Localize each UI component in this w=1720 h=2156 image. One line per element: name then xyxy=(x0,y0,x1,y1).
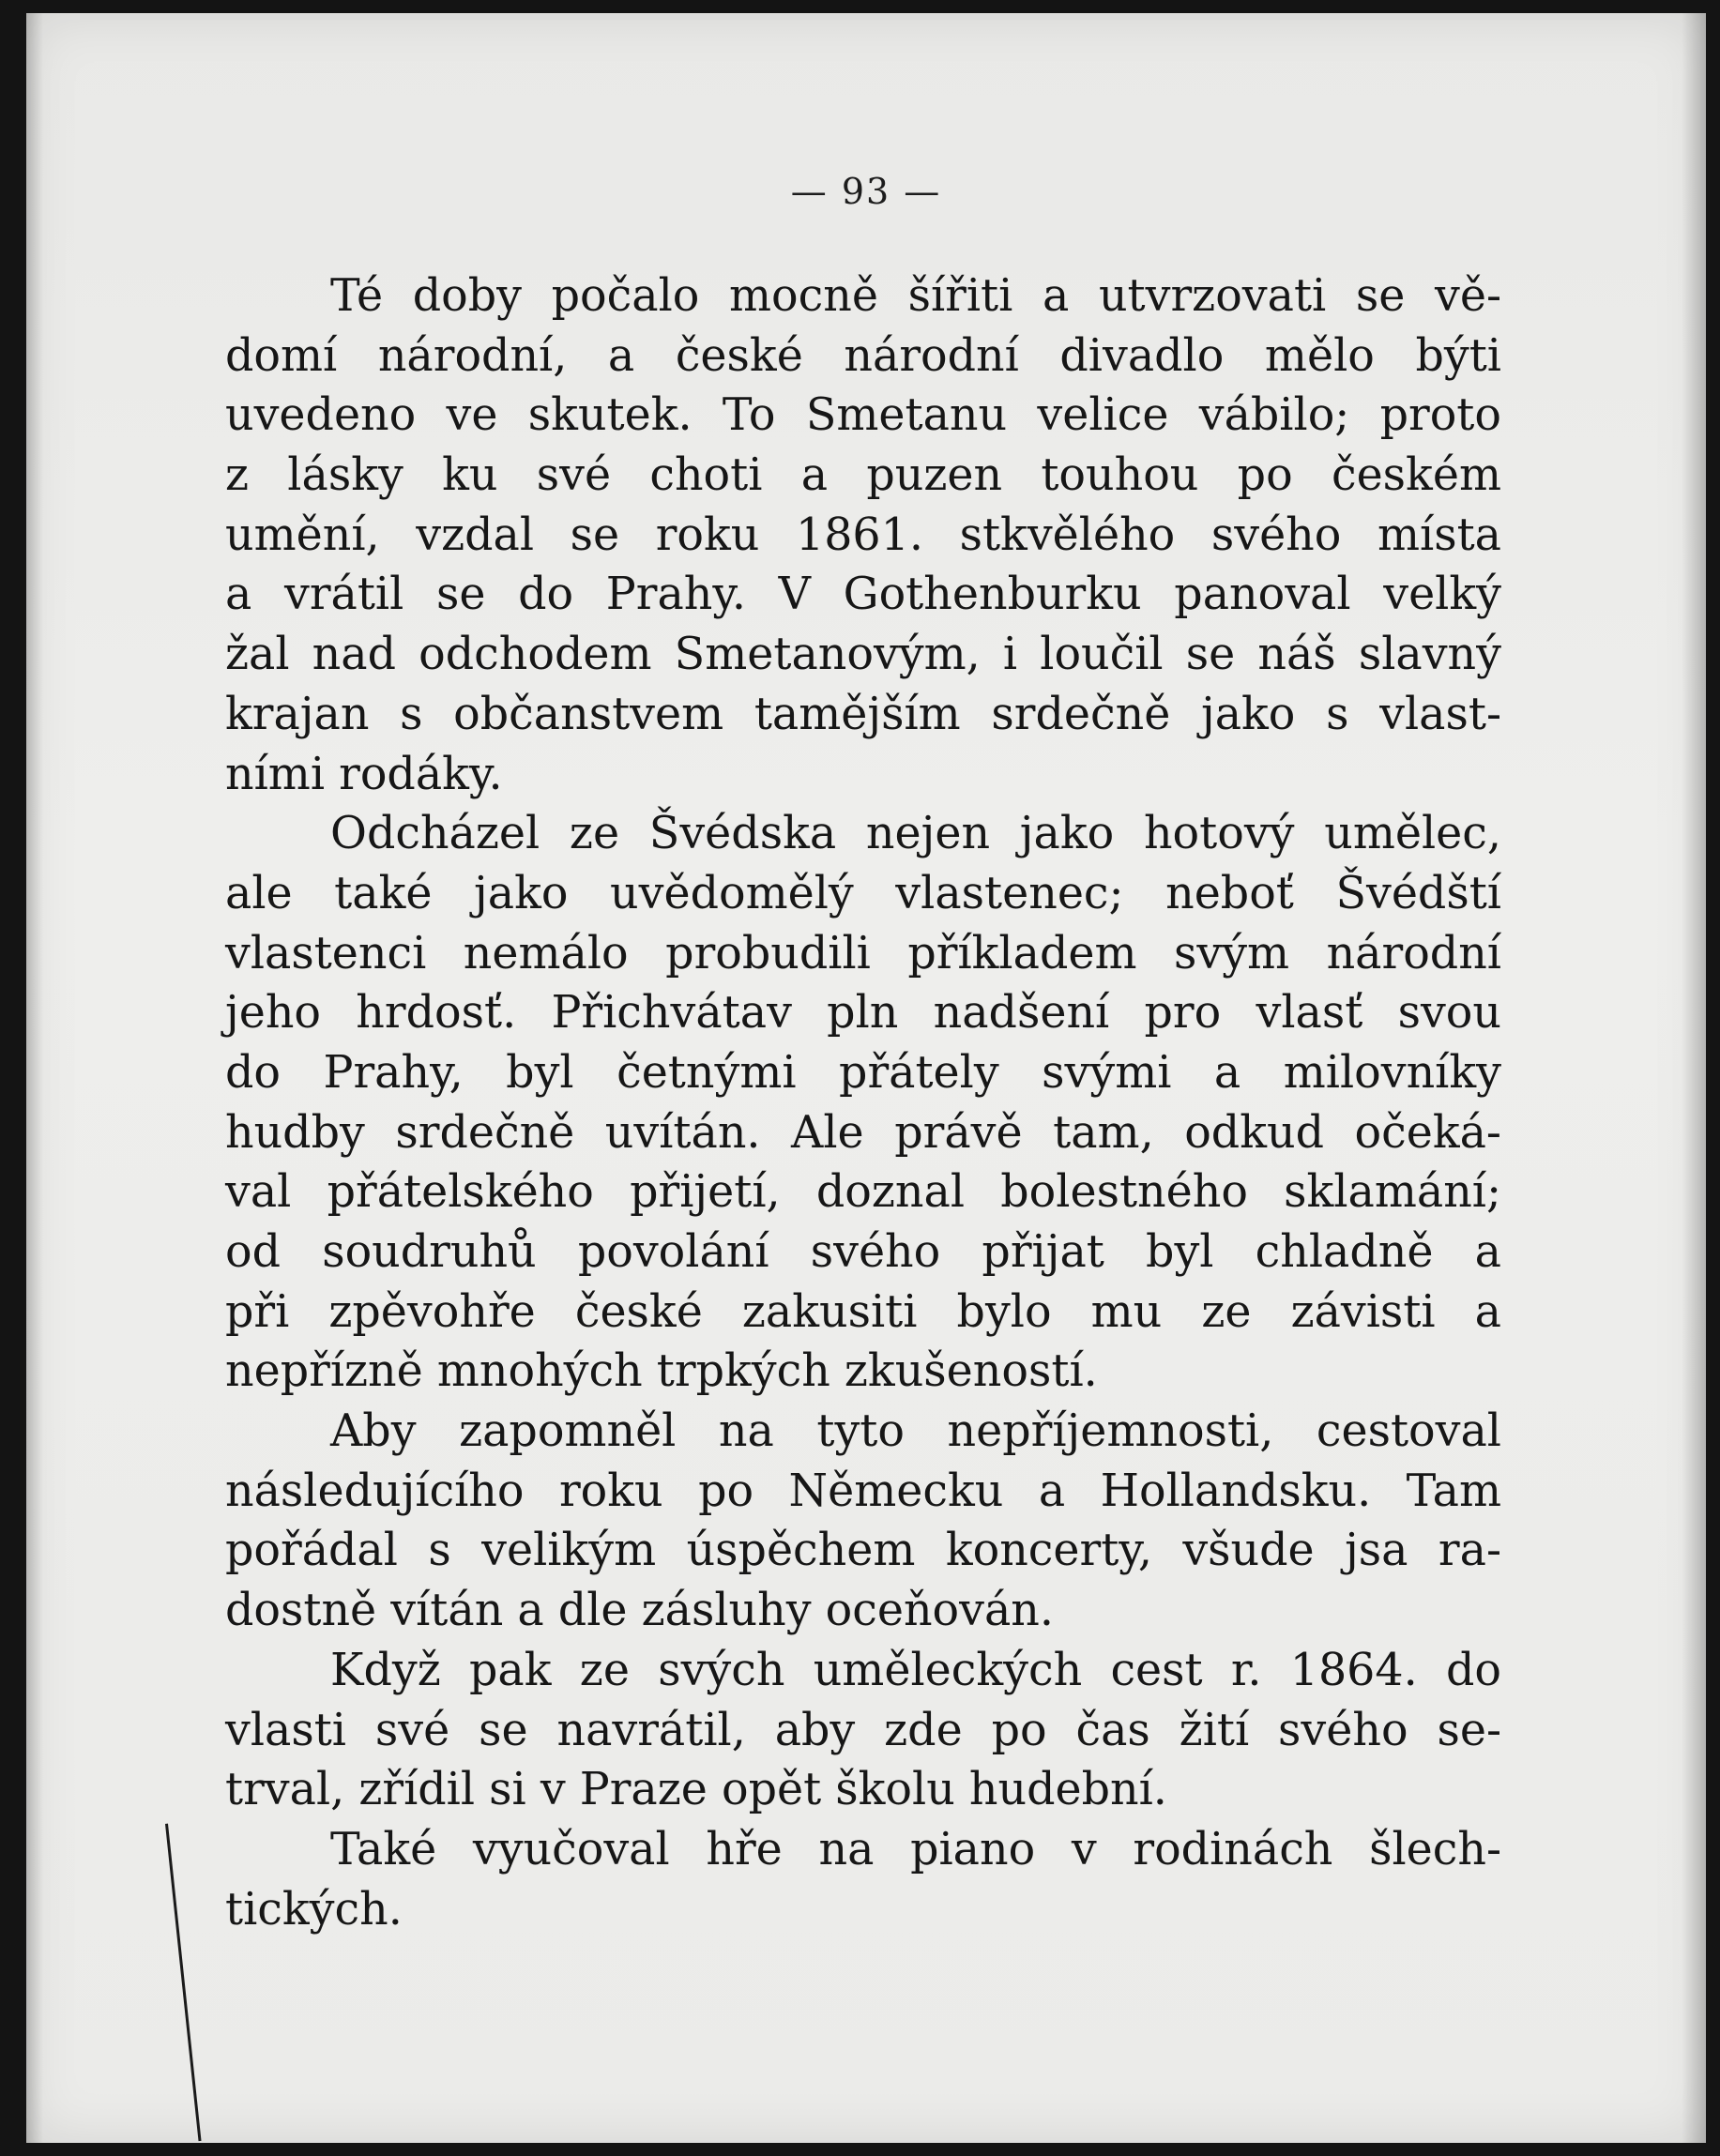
text-line: dostně vítán a dle zásluhy oceňován. xyxy=(225,1585,1054,1637)
text-line: a vrátil se do Prahy. V Gothenburku panoval velký xyxy=(225,569,1501,621)
book-page xyxy=(26,13,1706,2143)
text-line: následujícího roku po Německu a Hollandsku. Tam xyxy=(225,1465,1501,1517)
text-line: Odcházel ze Švédska nejen jako hotový umělec, xyxy=(330,808,1501,860)
text-line: při zpěvohře české zakusiti bylo mu ze závisti a xyxy=(225,1285,1501,1338)
text-line: pořádal s velikým úspěchem koncerty, všude jsa ra- xyxy=(225,1525,1501,1577)
text-line: Té doby počalo mocně šířiti a utvrzovati se vě- xyxy=(330,270,1501,322)
text-line: vlasti své se navrátil, aby zde po čas žití svého se- xyxy=(225,1704,1501,1756)
text-line: ale také jako uvědomělý vlastenec; neboť Švédští xyxy=(225,867,1501,919)
text-line: jeho hrdosť. Přichvátav pln nadšení pro vlasť svou xyxy=(225,987,1501,1040)
text-line: domí národní, a české národní divadlo mělo býti xyxy=(225,329,1501,382)
text-line: Aby zapomněl na tyto nepříjemnosti, cestoval xyxy=(330,1405,1501,1458)
text-line: vlastenci nemálo probudili příkladem svým národní xyxy=(225,927,1501,979)
text-line: umění, vzdal se roku 1861. stkvělého svého místa xyxy=(225,509,1501,561)
page-edge-shadow-right xyxy=(1682,13,1706,2143)
text-line: uvedeno ve skutek. To Smetanu velice vábilo; proto xyxy=(225,389,1501,442)
text-line: do Prahy, byl četnými přátely svými a milovníky xyxy=(225,1046,1501,1099)
text-line: ními rodáky. xyxy=(225,748,503,800)
text-line: trval, zřídil si v Praze opět školu hudební. xyxy=(225,1764,1167,1816)
text-line: z lásky ku své choti a puzen touhou po českém xyxy=(225,449,1501,502)
text-line: tických. xyxy=(225,1883,403,1936)
text-line: žal nad odchodem Smetanovým, i loučil se náš slavný xyxy=(225,629,1501,681)
text-line: hudby srdečně uvítán. Ale právě tam, odkud očeká- xyxy=(225,1106,1501,1159)
text-line: Také vyučoval hře na piano v rodinách šlech- xyxy=(330,1823,1501,1875)
text-line: Když pak ze svých uměleckých cest r. 1864. do xyxy=(330,1644,1501,1696)
scan-artifact-line xyxy=(165,1824,202,2141)
body-text xyxy=(225,266,1501,1939)
page-edge-shadow-left xyxy=(26,13,43,2143)
text-line: od soudruhů povolání svého přijat byl chladně a xyxy=(225,1226,1501,1278)
text-line: krajan s občanstvem tamějším srdečně jako s vlast- xyxy=(225,688,1501,740)
page-number: — 93 — xyxy=(790,171,942,212)
text-line: nepřízně mnohých trpkých zkušeností. xyxy=(225,1345,1098,1398)
text-line: val přátelského přijetí, doznal bolestného sklamání; xyxy=(225,1166,1501,1219)
